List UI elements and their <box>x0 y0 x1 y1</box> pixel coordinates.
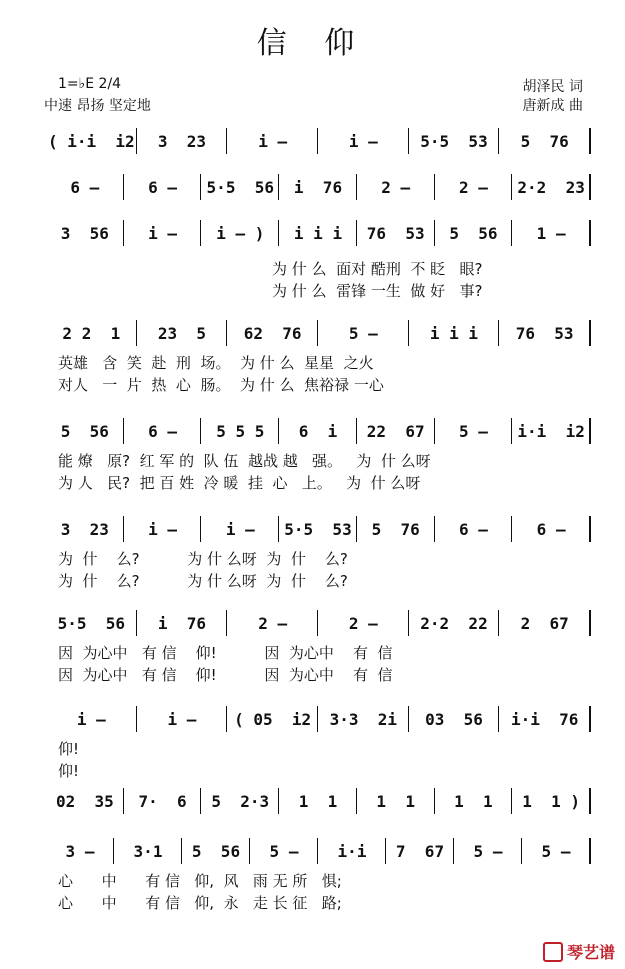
bar-line <box>589 220 591 246</box>
measure: 5·5 53 <box>420 132 488 151</box>
bar-line <box>589 128 591 154</box>
lyric-line: 对人 一 片 热 心 肠。 为 什 么 焦裕禄 一心 <box>58 376 384 394</box>
measure: 5·5 56 <box>57 614 126 633</box>
measure: 6 – <box>536 520 566 539</box>
measure: i·i <box>337 842 367 861</box>
measure: 6 – <box>458 520 488 539</box>
lyric-line: 为 什 么? 为 什 么呀 为 什 么? <box>58 550 348 568</box>
measure: 5·5 56 <box>206 178 274 197</box>
measure: 2 – <box>348 614 378 633</box>
measure: i – <box>148 520 177 539</box>
measure: 3 23 <box>157 132 207 151</box>
logo-mark-icon <box>543 942 563 962</box>
song-title: 信 仰 <box>256 26 369 61</box>
measure: 3 56 <box>60 224 109 243</box>
measure: 3 – <box>65 842 95 861</box>
measure: i – <box>348 132 378 151</box>
key-signature: 1=♭E 2/4 <box>58 76 122 92</box>
bar-line <box>589 838 591 864</box>
measure: i – <box>76 710 106 729</box>
lyric-line: 英雄 含 笑 赴 刑 场。 为 什 么 星星 之火 <box>58 354 374 372</box>
measure: 1 1 <box>454 792 493 811</box>
lyric-line: 为 什 么? 为 什 么呀 为 什 么? <box>58 572 348 590</box>
measure: 22 67 <box>366 422 425 441</box>
notation-row <box>0 782 625 822</box>
notation-row <box>0 510 625 590</box>
measure: 7· 6 <box>138 792 187 811</box>
lyric-line: 心 中 有 信 仰, 风 雨 无 所 惧; <box>58 872 342 890</box>
composer-credit: 唐新成 曲 <box>522 98 583 114</box>
tempo-marking: 中速 昂扬 坚定地 <box>44 98 151 114</box>
notation-line <box>0 604 625 644</box>
measure: 2 – <box>381 178 411 197</box>
measure: 2·2 23 <box>517 178 585 197</box>
lyricist-credit: 胡泽民 词 <box>522 79 583 95</box>
measure: 03 56 <box>425 710 483 729</box>
measure: ( 05 i2 <box>234 710 312 729</box>
notation-row <box>0 122 625 162</box>
notation-line <box>0 832 625 872</box>
measure: 1 – <box>536 224 566 243</box>
notation-line <box>0 510 625 550</box>
lyric-line: 因 为心中 有 信 仰! 因 为心中 有 信 <box>58 644 393 662</box>
lyric-line: 为 人 民? 把 百 姓 冷 暖 挂 心 上。 为 什 么呀 <box>58 474 421 492</box>
measure: 1 1 <box>376 792 415 811</box>
measure: 76 53 <box>515 324 574 343</box>
measure: 76 53 <box>366 224 425 243</box>
measure: 62 76 <box>243 324 302 343</box>
measure: 5 – <box>348 324 378 343</box>
measure: 3 23 <box>60 520 109 539</box>
measure: 23 5 <box>157 324 207 343</box>
site-logo <box>543 940 615 963</box>
measure: 5 – <box>541 842 571 861</box>
measure: 5 – <box>473 842 503 861</box>
notation-line <box>0 314 625 354</box>
measure: 1 1 <box>298 792 338 811</box>
measure: i·i 76 <box>510 710 579 729</box>
measure: 3·3 2i <box>329 710 398 729</box>
measure: 6 i <box>298 422 338 441</box>
measure: i·i i2 <box>517 422 585 441</box>
lyric-line: 仰! <box>58 740 80 758</box>
notation-row <box>0 314 625 394</box>
notation-row <box>0 214 625 300</box>
notation-row <box>0 168 625 208</box>
measure: i – <box>225 520 255 539</box>
measure: 5 5 5 <box>216 422 265 441</box>
notation-line <box>0 214 625 254</box>
bar-line <box>589 320 591 346</box>
measure: i – <box>258 132 288 151</box>
bar-line <box>589 788 591 814</box>
measure: 5 56 <box>191 842 241 861</box>
notation-line <box>0 168 625 208</box>
measure: i – <box>167 710 197 729</box>
notation-row <box>0 412 625 492</box>
measure: 5 76 <box>520 132 569 151</box>
measure: 1 1 ) <box>522 792 581 811</box>
notation-row <box>0 604 625 684</box>
notation-row <box>0 832 625 912</box>
measure: 5 – <box>269 842 299 861</box>
measure: 6 – <box>70 178 100 197</box>
measure: i 76 <box>293 178 343 197</box>
measure: i 76 <box>157 614 207 633</box>
notation-line <box>0 122 625 162</box>
notation-line <box>0 782 625 822</box>
measure: 5 56 <box>449 224 498 243</box>
measure: 2 – <box>258 614 288 633</box>
lyric-line: 能 燎 原? 红 军 的 队 伍 越战 越 强。 为 什 么呀 <box>58 452 431 470</box>
measure: 6 – <box>148 178 177 197</box>
measure: 5 2·3 <box>211 792 270 811</box>
lyric-line: 仰! <box>58 762 80 780</box>
measure: ( i·i i2 <box>47 132 135 151</box>
bar-line <box>589 174 591 200</box>
measure: 7 67 <box>395 842 445 861</box>
lyric-line: 心 中 有 信 仰, 永 走 长 征 路; <box>58 894 342 912</box>
measure: i i i <box>293 224 343 243</box>
measure: i – <box>148 224 177 243</box>
measure: 5 56 <box>60 422 109 441</box>
notation-line <box>0 700 625 740</box>
bar-line <box>589 706 591 732</box>
measure: 2 – <box>458 178 488 197</box>
lyric-line: 因 为心中 有 信 仰! 因 为心中 有 信 <box>58 666 393 684</box>
measure: i – ) <box>216 224 265 243</box>
bar-line <box>589 516 591 542</box>
measure: 5 76 <box>371 520 420 539</box>
measure: 2·2 22 <box>420 614 488 633</box>
measure: 6 – <box>148 422 177 441</box>
bar-line <box>589 610 591 636</box>
bar-line <box>589 418 591 444</box>
notation-row <box>0 700 625 780</box>
measure: 5 – <box>458 422 488 441</box>
lyric-line: 为 什 么 雷锋 一生 做 好 事? <box>272 282 483 300</box>
measure: 3·1 <box>133 842 163 861</box>
measure: i i i <box>429 324 479 343</box>
measure: 2 2 1 <box>62 324 121 343</box>
measure: 5·5 53 <box>284 520 352 539</box>
measure: 2 67 <box>520 614 569 633</box>
measure: 02 35 <box>55 792 114 811</box>
logo-text: 琴艺谱 <box>566 943 615 962</box>
lyric-line: 为 什 么 面对 酷刑 不 眨 眼? <box>272 260 483 278</box>
notation-line <box>0 412 625 452</box>
